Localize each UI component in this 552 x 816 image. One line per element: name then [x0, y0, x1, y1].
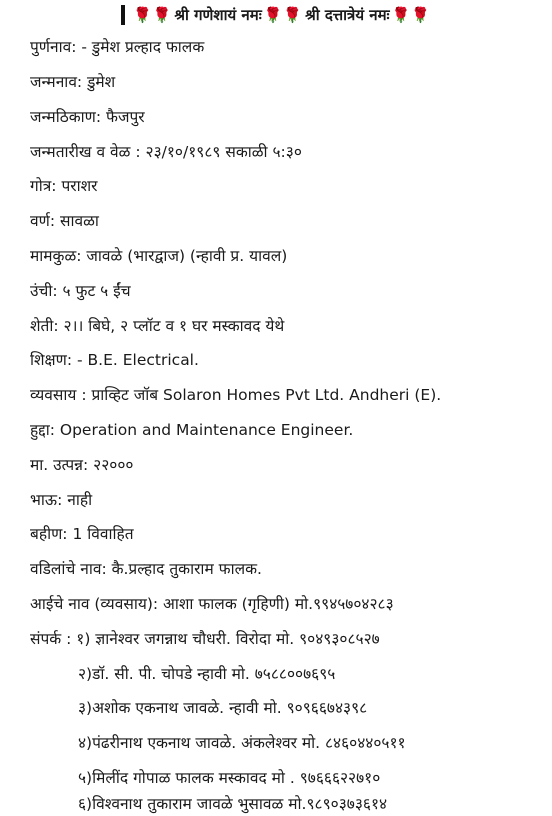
row-contact-4: ४)पंढरीनाथ एकनाथ जावळे. अंकलेश्वर मो. ८४६०४४०५११: [78, 734, 406, 752]
row-full-name: पुर्णनाव: - डुमेश प्रल्हाद फालक: [30, 38, 205, 56]
row-brother: भाऊ: नाही: [30, 491, 93, 509]
header-text-dattatreya: श्री दत्तात्रेयं नमः: [305, 6, 390, 24]
row-birth-place: जन्मठिकाण: फैजपुर: [30, 108, 145, 126]
header-invocation: [0, 2, 552, 28]
row-contact-1: संपर्क : १) ज्ञानेश्वर जगन्नाथ चौधरी. विरोदा मो. ९०४९३०८५२७: [30, 630, 380, 648]
row-birth-name: जन्मनाव: डुमेश: [30, 73, 116, 91]
row-contact-2: २)डॉ. सी. पी. चोपडे न्हावी मो. ७५८८००७६९५: [78, 665, 336, 683]
rose-icon: 🌹: [391, 5, 411, 24]
row-designation: हुद्दा: Operation and Maintenance Engineer.: [30, 421, 354, 439]
row-farm: शेती: २।। बिघे, २ प्लॉट व १ घर मस्कावद येथे: [30, 317, 285, 335]
header-text-ganesha: श्री गणेशायं नमः: [174, 6, 262, 24]
row-contact-5: ५)मिलींद गोपाळ फालक मस्कावद मो . ९७६६६२२७१०: [78, 769, 381, 787]
row-birth-date-time: जन्मतारीख व वेळ : २३/१०/१९८९ सकाळी ५:३०: [30, 143, 302, 161]
row-education: शिक्षण: - B.E. Electrical.: [30, 351, 199, 369]
row-complexion: वर्ण: सावळा: [30, 212, 99, 230]
header-bar: [121, 5, 125, 25]
row-father-name: वडिलांचे नाव: कै.प्रल्हाद तुकाराम फालक.: [30, 560, 262, 578]
row-contact-6: ६)विश्वनाथ तुकाराम जावळे भुसावळ मो.९८९०३७३६१४: [78, 795, 388, 813]
row-gotra: गोत्र: पराशर: [30, 177, 98, 195]
rose-icon: 🌹: [152, 5, 172, 24]
rose-icon: 🌹: [133, 5, 152, 24]
rose-icon: 🌹: [283, 5, 303, 24]
row-mother-name: आईचे नाव (व्यवसाय): आशा फालक (गृहिणी) मो.९९४५७०४२८३: [30, 595, 394, 613]
row-height: उंची: ५ फुट ५ ईंच: [30, 282, 131, 300]
rose-icon: 🌹: [411, 5, 430, 24]
row-maternal-family: मामकुळ: जावळे (भारद्वाज) (न्हावी प्र. यावल): [30, 247, 288, 265]
rose-icon: 🌹: [263, 5, 283, 24]
row-occupation: व्यवसाय : प्राव्हिट जॉब Solaron Homes Pvt Ltd. Andheri (E).: [30, 386, 442, 404]
row-contact-3: ३)अशोक एकनाथ जावळे. न्हावी मो. ९०९६६७४३९८: [78, 699, 368, 717]
row-income: मा. उत्पन्न: २२०००: [30, 456, 134, 474]
row-sister: बहीण: 1 विवाहित: [30, 525, 134, 543]
